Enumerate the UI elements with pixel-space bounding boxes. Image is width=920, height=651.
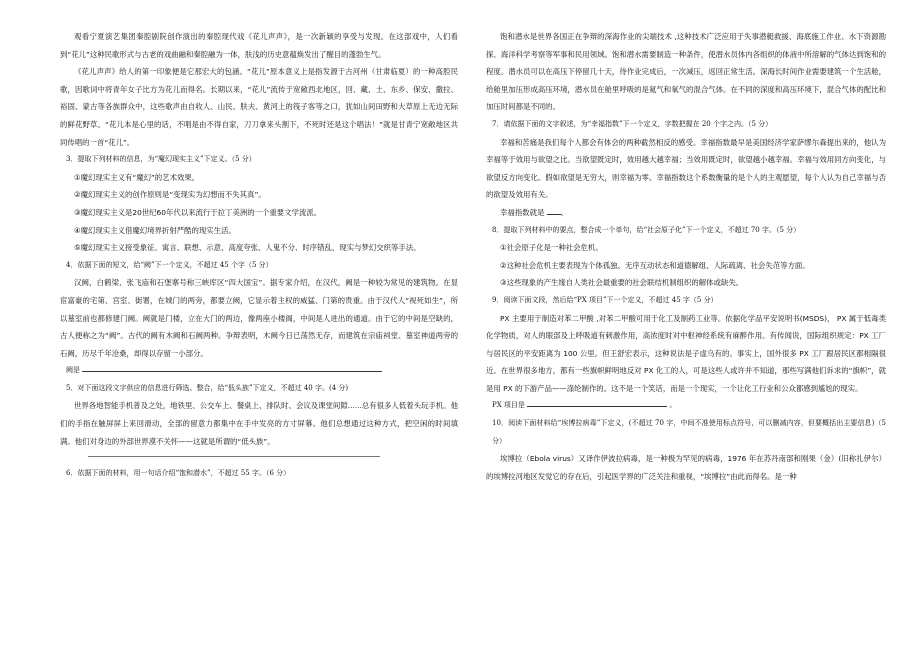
passage-huaer-2: 《花儿声声》给人的第一印象便是它那宏大的包涵。“花儿”原本意义上是指发源于古河州（甘肃临夏）的一种高腔民歌，因歌词中将青年女子比方为花儿而得名。长期以来，“花儿”流传于宽敞西北地区，回、藏、土、东乡、保安、撒拉、裕固、蒙古等各族群众中，这些歌声由自收人、山民、肤夫、黄河上的筏子客等之口，犹如山间田野和大草原上无边无际的鲜花野草。“花儿本是心里的话，不唱是由不得自家，刀刀拿来头割下，不死时还是这个唱法！”就是甘青宁宽敞地区共同传唱的一首“花儿”。 (60, 67, 458, 147)
passage-ditouzu: 世界各地智能手机普及之处，地铁里、公交车上、餐桌上、排队时、会议及课堂间隙......总有很多人低着头玩手机。他们的手指在触屏屏上来回滑动，全部的留意力都集中在手中发亮的方寸屏幕。他们总想通过这种方式，把空闲的时间填满。他们对身边的外部世界漠不关怀——这就是所谓的“低头族”。 (60, 401, 458, 446)
question-10: 10．阅读下面材料给“埃博拉病毒”下定义，(不超过 70 字，中间不准使用标点符号，可以删减内容，但要概括出主要信息)（5 分） (492, 419, 886, 445)
list-item: ①魔幻现实主义有“魔幻”的艺术效果。 (74, 172, 200, 182)
passage-que: 汉阙，白鹤梁、张飞庙和石堡寨号称三峡库区“四大国宝”。据专家介绍，在汉代，阙是一种较为常见的建筑物。在显宦富豪的宅第、宫室、街署，在城门的两旁，都要立阙，它显示着主权的威猛、门第的贵重。由于汉代人“视死如生”，所以墓室前也都修建门阙。阙就是门楼，立在大门的两边，像两座小楼阁，中间是人进出的通道。由于它的中间是空缺的，古人便称之为“阙”。古代的阙有木阙和石阙两种。争辩表明，木阙今日已荡然无存，而建筑在宗庙祠堂、墓室神道两旁的石阙，历尽千年沧桑，却得以存留一小部分。 (60, 278, 458, 358)
answer-blank[interactable] (527, 406, 667, 407)
question-8: 8．提取下列材料中的要点，整合成一个单句，给“社会原子化”下一个定义，不超过 70 字。（5 分） (492, 225, 801, 234)
question-5: 5．对下面这段文字供应的信息进行筛选、整合，给“低头族”下定义，不超过 40 字。(4 分) (66, 383, 349, 392)
left-column (60, 28, 458, 483)
list-item: ⑤魔幻现实主义接受象征、寓言、联想、示意、高度夸张、人鬼不分、时序错乱、现实与梦幻交织等手法。 (74, 243, 421, 253)
right-column (486, 28, 886, 485)
passage-baohe-qianshui: 饱和潜水是世界各国正在争辩的深海作业的尖端技术 ,这种技术广泛应用于失事潜艇救援、海底施工作业、水下资源勘探、海洋科学考察等军事和民用领域。饱和潜水需要制造一种条件，使潜水员体内各组织的体液中所溶解的气体达到饱和的程度。潜水员可以在高压下停留几十天，待作业完成后，一次减压，返回正常生活。深海长时间作业需要建筑一个生活舱，给舱里加压形成高压环境，潜水员在舱里呼吸的是氦气和氧气的混合气体。在不同的深度和高压环境下，混合气体的配比和加压时间都是不同的。 (486, 32, 886, 112)
answer-line-q9 (486, 397, 886, 415)
list-item: ②这种社会危机主要表现为个体孤独、无序互动状态和道德解组、人际疏离、社会失范等方面。 (500, 260, 810, 270)
list-item: ②魔幻现实主义的创作原则是“变现实为幻想而不失其真”。 (74, 190, 266, 200)
answer-blank[interactable] (82, 371, 382, 372)
answer-label: 阙是 (66, 366, 80, 375)
question-3: 3．提取下列材料的信息，为“魔幻现实主义”下定义。（5 分） (66, 155, 256, 164)
question-6: 6．依据下面的材料，用一句话介绍“饱和潜水”，不超过 55 字。（6 分） (66, 469, 291, 478)
question-4: 4．依据下面的短文，给“阙”下一个定义，不超过 45 个字（5 分） (66, 260, 273, 269)
question-9: 9．阅读下面文段，然后给“PX 项目”下一个定义，不超过 45 字（5 分） (492, 295, 718, 304)
list-item: ③这些现象的产生缘自人类社会最重要的社会联结机制组织的解体或缺失。 (500, 278, 744, 288)
list-item: ④魔幻现实主义借魔幻境界折射严酷的现实生活。 (74, 225, 236, 235)
answer-line-q7: 幸福指数就是 。 (500, 207, 569, 217)
passage-ebola: 埃博拉（Ebola virus）又译作伊波拉病毒，是一种极为罕见的病毒，1976 年在苏丹南部和刚果（金）(旧称扎伊尔）的埃博拉河地区发觉它的存在后，引起医学界的广泛关注和重视，“埃博拉”由此而得名。是一种 (486, 454, 886, 481)
answer-label: PX 项目是 (492, 401, 525, 410)
answer-blank[interactable] (547, 214, 561, 215)
passage-px: PX 主要用于制造对苯二甲酸 ,对苯二甲酸可用于化工及制药工业等。依据化学品平安说明书(MSDS)， PX 属于低毒类化学物质，对人的眼部及上呼吸道有刺激作用，高浓度时对中枢神经系统有麻醉作用。有传闻说，国际组织规定：PX 工厂与居民区的平安距离为 100 公里。但王舒宏表示，这种说法是子虚乌有的。事实上，国外很多 PX 工厂跟居民区都相隔很近。在世界很多地方，都有一些旗帜鲜明地反对 PX 化工的人，可是这些人或许并不知道，那些写满他们诉求的“旗帜”，就是用 PX 的下游产品——涤纶制作的。这不是一个笑话，而是一个现实，一个让化工行业和公众都感到尴尬的现实。 (486, 313, 886, 393)
answer-blank[interactable] (88, 456, 380, 457)
list-item: ①社会原子化是一种社会危机。 (500, 243, 603, 253)
question-7: 7．请依据下面的文字叙述，为“幸福指数”下一个定义，字数把握在 20 个字之内。（5 分） (492, 119, 773, 128)
list-item: ③魔幻现实主义是20世纪60年代以来流行于拉丁美洲的一个重要文学流派。 (74, 207, 322, 217)
passage-huaer-1: 观看宁夏演艺集团秦腔剧院创作演出的秦腔现代戏《花儿声声》，是一次新颖的享受与发现。在这部戏中，人们看到“花儿”这种民歌形式与古老的戏曲融和秦腔融为一体，肤浅的历史意蕴焕发出了醒目的蓬勃生气。 (60, 32, 458, 59)
answer-line-q4 (60, 362, 458, 380)
answer-label: 幸福指数就是 (500, 207, 545, 217)
answer-end: 。 (669, 401, 677, 410)
passage-xingfu-zhishu: 幸福和苦痛是我们每个人都会有体会的两种截然相反的感受。幸福指数最早是美国经济学家萨缪尔森提出来的，他认为幸福等于效用与欲望之比。当欲望既定时，效用越大越幸福；当效用既定时，欲望越小越幸福。幸福与效用同方向变化，与欲望反方向变化。假如欲望是无穷大，则幸福为零。幸福指数这个系数衡量的是个人的主观愿望，每个人认为自己幸福与否的欲望及效用有关。 (486, 137, 886, 200)
